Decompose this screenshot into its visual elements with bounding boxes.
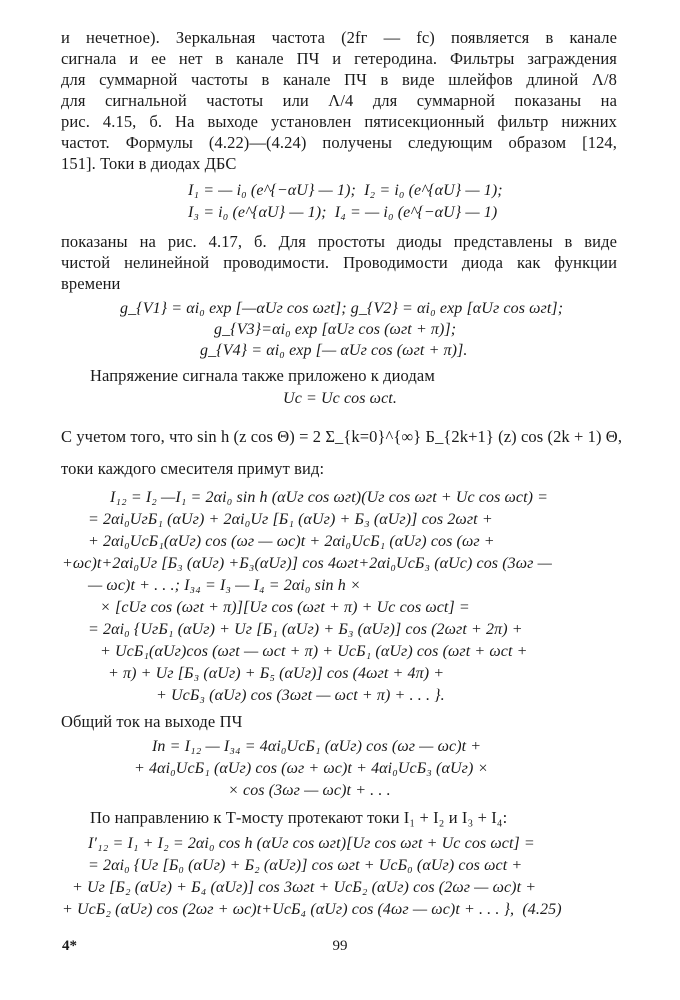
equation-total: + 4αi₀UсБ₁ (αUг) cos (ωг + ωс)t + 4αi₀UсБ₃ (αUг) ×	[134, 760, 489, 777]
signature-mark: 4*	[62, 938, 77, 954]
equation-conductance-1: g_{V1} = αi₀ exp [—αUг cos ωгt]; g_{V2} = αi₀ exp [αUг cos ωгt];	[120, 300, 564, 317]
equation-currents-2: I₃ = i₀ (e^{αU} — 1); I₄ = — i₀ (e^{−αU} — 1)	[188, 204, 498, 221]
text-line: частот. Формулы (4.22)—(4.24) получены следующим образом [124,	[61, 133, 617, 152]
equation-conductance-3: g_{V4} = αi₀ exp [— αUг cos (ωгt + π)].	[200, 342, 468, 359]
equation-conductance-2: g_{V3}=αi₀ exp [αUг cos (ωгt + π)];	[214, 321, 457, 338]
text-line: Общий ток на выходе ПЧ	[61, 712, 243, 731]
equation-total: Iп = I₁₂ — I₃₄ = 4αi₀UсБ₁ (αUг) cos (ωг — ωс)t +	[152, 738, 482, 755]
equation-mixer: + π) + Uг [Б₃ (αUг) + Б₅ (αUг)] cos (4ωгt + 4π) +	[108, 665, 445, 682]
text-line: токи каждого смесителя примут вид:	[61, 459, 325, 478]
equation-mixer: +ωс)t+2αi₀Uг [Б₃ (αUг) +Б₃(αUг)] cos 4ωгt+2αi₀UсБ₃ (αUс) cos (3ωг —	[62, 555, 552, 572]
text-line: для сигнальной частоты или Λ/4 для суммарной показаны на	[61, 91, 617, 110]
equation-mixer: + UсБ₁(αUг)cos (ωгt — ωсt + π) + UсБ₁ (αUг) cos (ωгt + ωсt +	[100, 643, 528, 660]
equation-bridge: + UсБ₂ (αUг) cos (2ωг + ωс)t+UсБ₄ (αUг) cos (4ωг — ωс)t + . . . }, (4.25)	[62, 901, 562, 918]
equation-mixer: + UсБ₃ (αUг) cos (3ωгt — ωсt + π) + . . . }.	[156, 687, 445, 704]
equation-mixer: — ωс)t + . . .; I₃₄ = I₃ — I₄ = 2αi₀ sin h ×	[88, 577, 361, 594]
text-line: чистой нелинейной проводимости. Проводимости диода как функции	[61, 253, 617, 272]
text-line: рис. 4.15, б. На выходе установлен пятисекционный фильтр нижних	[61, 112, 617, 131]
equation-bridge: I′₁₂ = I₁ + I₂ = 2αi₀ cos h (αUг cos ωгt)[Uг cos ωгt + Uс cos ωсt] =	[88, 835, 535, 852]
text-line: показаны на рис. 4.17, б. Для простоты диоды представлены в виде	[61, 232, 617, 251]
equation-signal: Uс = Uс cos ωсt.	[283, 390, 397, 407]
equation-mixer: + 2αi₀UсБ₁(αUг) cos (ωг — ωс)t + 2αi₀UсБ₁ (αUг) cos (ωг +	[88, 533, 495, 550]
text-line: и нечетное). Зеркальная частота (2fг — fс) появляется в канале	[61, 28, 617, 47]
equation-bridge: = 2αi₀ {Uг [Б₀ (αUг) + Б₂ (αUг)] cos ωгt + UсБ₀ (αUг) cos ωсt +	[88, 857, 523, 874]
equation-mixer: = 2αi₀ {UгБ₁ (αUг) + Uг [Б₁ (αUг) + Б₃ (αUг)] cos (2ωгt + 2π) +	[88, 621, 523, 638]
equation-mixer: × [cUг cos (ωгt + π)][Uг cos (ωгt + π) + Uс cos ωсt] =	[100, 599, 470, 616]
page-number: 99	[332, 938, 348, 954]
equation-bridge: + Uг [Б₂ (αUг) + Б₄ (αUг)] cos 3ωгt + UсБ₂ (αUг) cos (2ωг — ωс)t +	[72, 879, 537, 896]
text-line: 151]. Токи в диодах ДБС	[61, 154, 237, 173]
text-line: Напряжение сигнала также приложено к диодам	[90, 366, 435, 385]
equation-total: × cos (3ωг — ωс)t + . . .	[228, 782, 391, 799]
equation-mixer: I₁₂ = I₂ —I₁ = 2αi₀ sin h (αUг cos ωгt)(Uг cos ωгt + Uс cos ωсt) =	[110, 489, 549, 506]
equation-sinh-expansion: С учетом того, что sin h (z cos Θ) = 2 Σ_{k=0}^{∞} Б_{2k+1} (z) cos (2k + 1) Θ,	[61, 427, 623, 446]
equation-currents-1: I₁ = — i₀ (e^{−αU} — 1); I₂ = i₀ (e^{αU} — 1);	[188, 182, 503, 199]
text-line: По направлению к Т-мосту протекают токи I₁ + I₂ и I₃ + I₄:	[90, 808, 508, 827]
text-line: времени	[61, 274, 121, 293]
equation-mixer: = 2αi₀UгБ₁ (αUг) + 2αi₀Uг [Б₁ (αUг) + Б₃ (αUг)] cos 2ωгt +	[88, 511, 493, 528]
text-line: сигнала и ее нет в канале ПЧ и гетеродина. Фильтры заграждения	[61, 49, 617, 68]
text-line: для суммарной частоты в канале ПЧ в виде шлейфов длиной Λ/8	[61, 70, 617, 89]
